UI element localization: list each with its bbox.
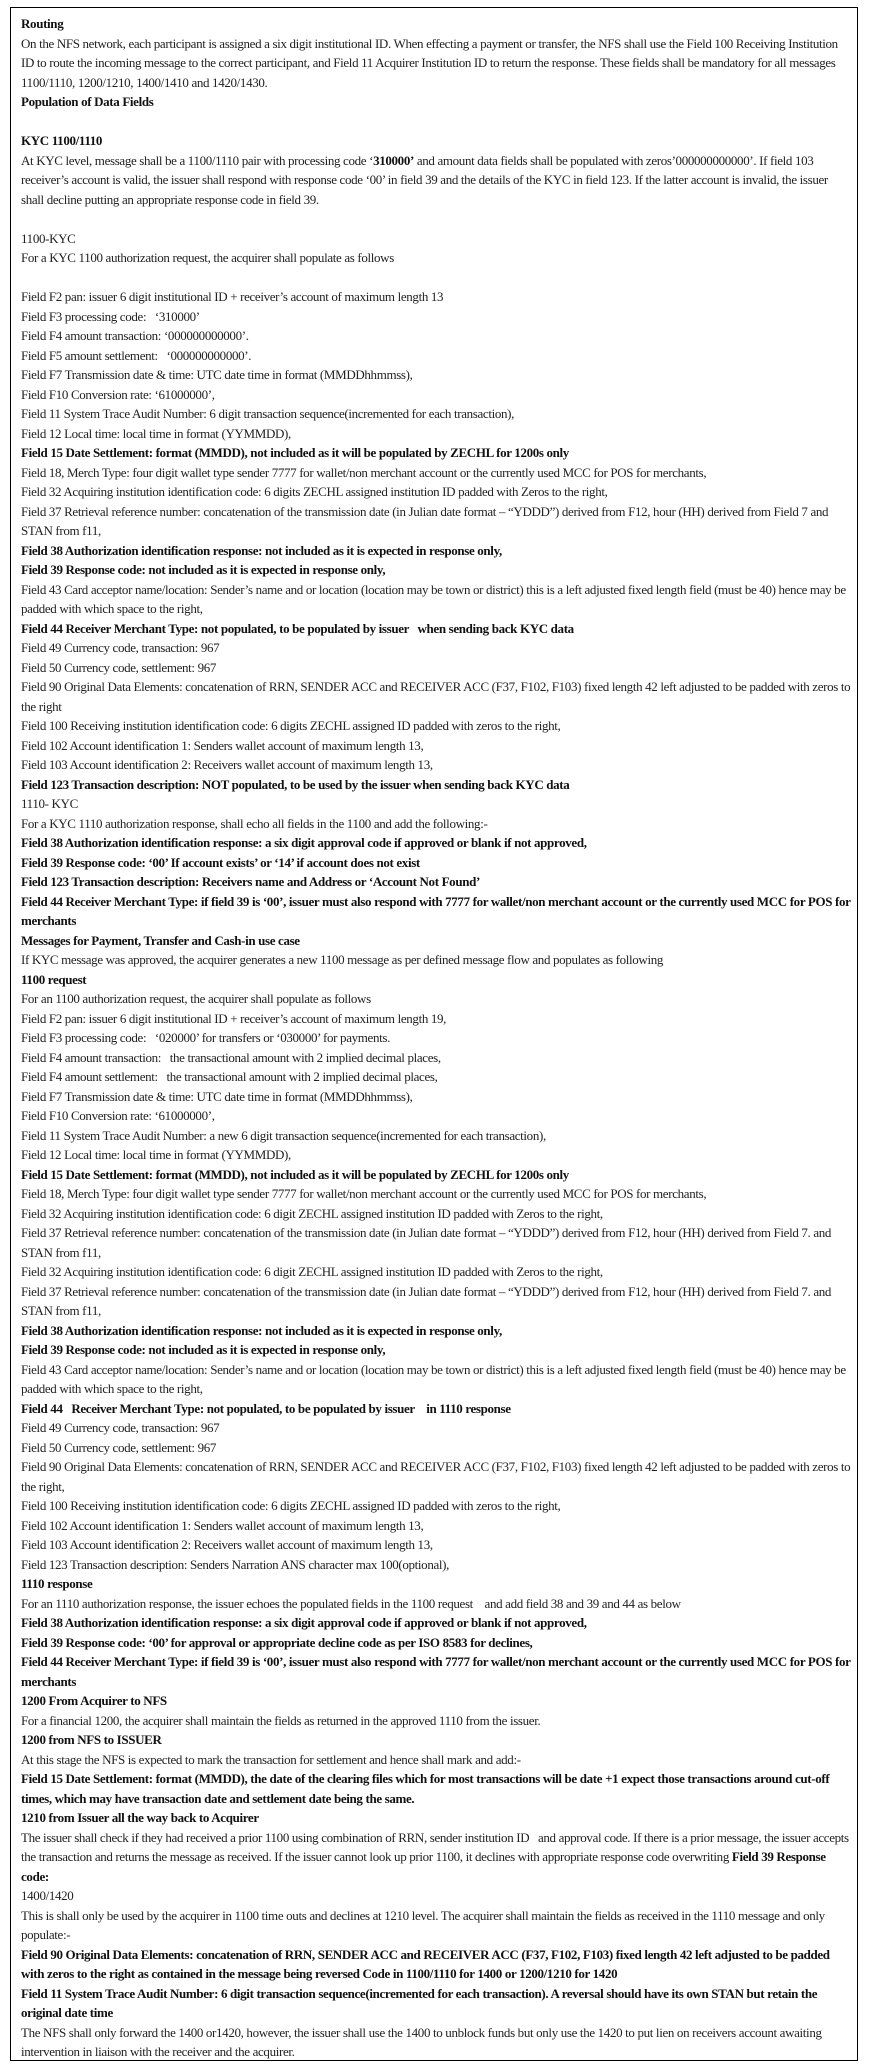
field-line: Field 12 Local time: local time in format (YYMMDD), xyxy=(21,425,291,441)
kyc-heading: KYC 1100/1110 xyxy=(21,133,103,148)
field-line: Field 37 Retrieval reference number: concatenation of the transmission date (in Julian date format – “YDDD”) derived from F12, hour (HH) derived from Field 7 and STAN from f11, xyxy=(21,503,832,538)
issuer-1200-text: At this stage the NFS is expected to mark the transaction for settlement and hence shall mark and add:- xyxy=(21,1751,521,1767)
field-line: Field 44 Receiver Merchant Type: not populated, to be populated by issuer in 1110 response xyxy=(21,1400,511,1416)
field-line: Field F3 processing code: ‘020000’ for transfers or ‘030000’ for payments. xyxy=(21,1030,390,1045)
field-line: Field 18, Merch Type: four digit wallet type sender 7777 for wallet/non merchant account or the currently used MCC for POS for merchants, xyxy=(21,1186,707,1201)
field-line: Field 103 Account identification 2: Receivers wallet account of maximum length 13, xyxy=(21,757,433,772)
spacer xyxy=(21,268,851,288)
acquirer-1200-heading: 1200 From Acquirer to NFS xyxy=(21,1693,167,1708)
field-line: Field 100 Receiving institution identification code: 6 digits ZECHL assigned ID padded with zeros to the right, xyxy=(21,1498,561,1513)
field-line: Field 43 Card acceptor name/location: Sender’s name and or location (location may be town or district) this is a left adjusted fixed length field (must be 40) hence may be padded with which space to the right, xyxy=(21,1361,849,1396)
field-line: Field 32 Acquiring institution identification code: 6 digit ZECHL assigned institution ID padded with Zeros to the right, xyxy=(21,1264,603,1279)
field-line: Field 102 Account identification 1: Senders wallet account of maximum length 13, xyxy=(21,1517,424,1533)
field-line: Field 18, Merch Type: four digit wallet type sender 7777 for wallet/non merchant account or the currently used MCC for POS for merchants, xyxy=(21,464,707,480)
field-line: Field F3 processing code: ‘310000’ xyxy=(21,308,200,324)
response-1210-text xyxy=(21,1828,851,1887)
field-line: Field 123 Transaction description: NOT populated, to be used by the issuer when sending back KYC data xyxy=(21,776,570,792)
response-1210-body: The issuer shall check if they had received a prior 1100 using combination of RRN, sender institution ID and approval code. If there is a prior message, the issuer accepts the transaction and returns the message as received. If the issuer cannot look up prior 1100, it declines with appropriate response code overwriting xyxy=(21,1829,852,1864)
field-line: Field F7 Transmission date & time: UTC date time in format (MMDDhhmmss), xyxy=(21,1088,413,1104)
document-body xyxy=(21,14,854,2062)
field-line: Field 11 System Trace Audit Number: a new 6 digit transaction sequence(incremented for each transaction), xyxy=(21,1127,546,1143)
messages-heading: Messages for Payment, Transfer and Cash-in use case xyxy=(21,932,300,948)
field-line: Field 43 Card acceptor name/location: Sender’s name and or location (location may be town or district) this is a left adjusted fixed length field (must be 40) hence may be padded with which space to the right, xyxy=(21,581,849,616)
field-line: Field 49 Currency code, transaction: 967 xyxy=(21,1420,220,1435)
field-line: Field 50 Currency code, settlement: 967 xyxy=(21,1439,217,1455)
kyc-text-b: and amount data fields shall be populated with zeros’000000000000’. If field 103 receiver’s account is valid, the issuer shall respond with response code ‘00’ in field 39 and the details of the KYC in field 123. If the latter account is invalid, the issuer shall decline putting an appropriate response code in field 39. xyxy=(21,152,831,207)
field-line: Field 32 Acquiring institution identification code: 6 digit ZECHL assigned institution ID padded with Zeros to the right, xyxy=(21,1205,603,1221)
field-line: Field 39 Response code: ‘00’ for approval or appropriate decline code as per ISO 8583 for declines, xyxy=(21,1634,533,1650)
reversal-heading: 1400/1420 xyxy=(21,1888,74,1903)
field-line: Field 38 Authorization identification response: a six digit approval code if approved or blank if not approved, xyxy=(21,1615,587,1630)
kyc1100-intro: For a KYC 1100 authorization request, the acquirer shall populate as follows xyxy=(21,250,394,265)
population-heading: Population of Data Fields xyxy=(21,94,154,109)
reversal-text: This is shall only be used by the acquirer in 1100 time outs and declines at 1210 level. The acquirer shall maintain the fields as received in the 1110 message and only populate:- xyxy=(21,1907,828,1942)
field-line: Field F10 Conversion rate: ‘61000000’, xyxy=(21,1108,215,1123)
kyc1100-field-list xyxy=(21,287,854,794)
response-1210-field: Field 39 Response code: xyxy=(21,1849,829,1884)
field-line: Field 103 Account identification 2: Receivers wallet account of maximum length 13, xyxy=(21,1537,433,1552)
field-line: Field 38 Authorization identification response: not included as it is expected in response only, xyxy=(21,1322,502,1338)
field-line: Field 90 Original Data Elements: concatenation of RRN, SENDER ACC and RECEIVER ACC (F37, F102, F103) fixed length 42 left adjusted to be padded with zeros to the right as contained in the message being reversed Code in 1100/1110 for 1400 or 1200/1210 for 1420 xyxy=(21,1946,833,1981)
field-line: Field 44 Receiver Merchant Type: if field 39 is ‘00’, issuer must also respond with 7777 for wallet/non merchant account or the currently used MCC for POS for merchants xyxy=(21,893,854,928)
field-line: Field 123 Transaction description: Receivers name and Address or ‘Account Not Found’ xyxy=(21,874,480,889)
field-line: Field F2 pan: issuer 6 digit institutional ID + receiver’s account of maximum length 13 xyxy=(21,289,444,304)
field-line: Field 15 Date Settlement: format (MMDD), not included as it will be populated by ZECHL for 1200s only xyxy=(21,445,569,460)
request-1100-intro: For an 1100 authorization request, the acquirer shall populate as follows xyxy=(21,991,371,1006)
field-line: Field F5 amount settlement: ‘000000000000’. xyxy=(21,347,252,363)
issuer-1200-field: Field 15 Date Settlement: format (MMDD), the date of the clearing files which for most transactions will be date +1 expect those transactions around cut-off times, which may have transaction date and settlement date being the same. xyxy=(21,1771,833,1806)
issuer-1200-heading: 1200 from NFS to ISSUER xyxy=(21,1732,162,1747)
field-line: Field 123 Transaction description: Senders Narration ANS character max 100(optional), xyxy=(21,1556,450,1572)
field-line: Field 12 Local time: local time in format (YYMMDD), xyxy=(21,1147,291,1162)
field-line: Field 102 Account identification 1: Senders wallet account of maximum length 13, xyxy=(21,737,424,753)
field-line: Field 39 Response code: not included as it is expected in response only, xyxy=(21,562,386,577)
response-1110-heading: 1110 response xyxy=(21,1576,93,1591)
field-line: Field F2 pan: issuer 6 digit institutional ID + receiver’s account of maximum length 19, xyxy=(21,1010,447,1026)
field-line: Field 100 Receiving institution identification code: 6 digits ZECHL assigned ID padded with zeros to the right, xyxy=(21,718,561,733)
field-line: Field 38 Authorization identification response: a six digit approval code if approved or blank if not approved, xyxy=(21,835,587,850)
response-1110-field-list xyxy=(21,1613,854,1691)
field-line: Field F4 amount settlement: the transactional amount with 2 implied decimal places, xyxy=(21,1069,438,1084)
field-line: Field 44 Receiver Merchant Type: not populated, to be populated by issuer when sending back KYC data xyxy=(21,620,574,636)
field-line: Field F7 Transmission date & time: UTC date time in format (MMDDhhmmss), xyxy=(21,367,413,382)
messages-intro: If KYC message was approved, the acquirer generates a new 1100 message as per defined message flow and populates as following xyxy=(21,952,664,967)
kyc1110-field-list xyxy=(21,833,854,931)
field-line: Field F4 amount transaction: ‘000000000000’. xyxy=(21,328,249,343)
spacer xyxy=(21,112,851,132)
response-1110-intro: For an 1110 authorization response, the issuer echoes the populated fields in the 1100 request and add field 38 and 39 and 44 as below xyxy=(21,1595,681,1611)
field-line: Field 38 Authorization identification response: not included as it is expected in response only, xyxy=(21,542,502,558)
kyc-processing-code: 310000’ xyxy=(373,152,414,168)
field-line: Field 11 System Trace Audit Number: 6 digit transaction sequence(incremented for each transaction), xyxy=(21,406,515,421)
routing-paragraph: On the NFS network, each participant is assigned a six digit institutional ID. When effecting a payment or transfer, the NFS shall use the Field 100 Receiving Institution ID to route the incoming message to the correct participant, and Field 11 Acquirer Institution ID to return the response. These fields shall be mandatory for all messages 1100/1110, 1200/1210, 1400/1410 and 1420/1430. xyxy=(21,35,841,90)
response-1210-heading: 1210 from Issuer all the way back to Acquirer xyxy=(21,1810,259,1825)
field-line: Field 11 System Trace Audit Number: 6 digit transaction sequence(incremented for each transaction). A reversal should have its own STAN but retain the original date time xyxy=(21,1985,821,2020)
field-line: Field 90 Original Data Elements: concatenation of RRN, SENDER ACC and RECEIVER ACC (F37, F102, F103) fixed length 42 left adjusted to be padded with zeros to the right, xyxy=(21,1459,854,1494)
field-line: Field 37 Retrieval reference number: concatenation of the transmission date (in Julian date format – “YDDD”) derived from F12, hour (HH) derived from Field 7. and STAN from f11, xyxy=(21,1283,834,1318)
kyc1110-intro: For a KYC 1110 authorization response, shall echo all fields in the 1100 and add the following:- xyxy=(21,815,488,831)
acquirer-1200-text: For a financial 1200, the acquirer shall maintain the fields as returned in the approved 1110 from the issuer. xyxy=(21,1712,541,1728)
field-line: Field 90 Original Data Elements: concatenation of RRN, SENDER ACC and RECEIVER ACC (F37, F102, F103) fixed length 42 left adjusted to be padded with zeros to the right xyxy=(21,679,854,714)
kyc1100-title: 1100-KYC xyxy=(21,230,76,246)
field-line: Field 44 Receiver Merchant Type: if field 39 is ‘00’, issuer must also respond with 7777 for wallet/non merchant account or the currently used MCC for POS for merchants xyxy=(21,1654,854,1689)
field-line: Field 39 Response code: ‘00’ If account exists’ or ‘14’ if account does not exist xyxy=(21,854,420,870)
kyc-text-a: At KYC level, message shall be a 1100/1110 pair with processing code ‘ xyxy=(21,152,374,168)
final-paragraph: The NFS shall only forward the 1400 or1420, however, the issuer shall use the 1400 to unblock funds but only use the 1420 to put lien on receivers account awaiting intervention in liaison with the receiver and the acquirer. xyxy=(21,2024,825,2059)
kyc-paragraph xyxy=(21,151,851,210)
field-line: Field 15 Date Settlement: format (MMDD), not included as it will be populated by ZECHL for 1200s only xyxy=(21,1166,569,1182)
kyc1110-title: 1110- KYC xyxy=(21,796,78,811)
spacer xyxy=(21,209,851,229)
document-frame xyxy=(10,7,858,2061)
request-1100-field-list xyxy=(21,1009,854,1575)
field-line: Field 37 Retrieval reference number: concatenation of the transmission date (in Julian date format – “YDDD”) derived from F12, hour (HH) derived from Field 7. and STAN from f11, xyxy=(21,1225,834,1260)
request-1100-heading: 1100 request xyxy=(21,971,87,987)
field-line: Field 32 Acquiring institution identification code: 6 digits ZECHL assigned institution ID padded with Zeros to the right, xyxy=(21,484,608,499)
field-line: Field 49 Currency code, transaction: 967 xyxy=(21,640,220,655)
reversal-field-list xyxy=(21,1945,851,2023)
field-line: Field 50 Currency code, settlement: 967 xyxy=(21,659,217,675)
field-line: Field F4 amount transaction: the transactional amount with 2 implied decimal places, xyxy=(21,1049,441,1065)
routing-heading: Routing xyxy=(21,16,64,31)
field-line: Field F10 Conversion rate: ‘61000000’, xyxy=(21,386,215,402)
field-line: Field 39 Response code: not included as it is expected in response only, xyxy=(21,1342,386,1357)
